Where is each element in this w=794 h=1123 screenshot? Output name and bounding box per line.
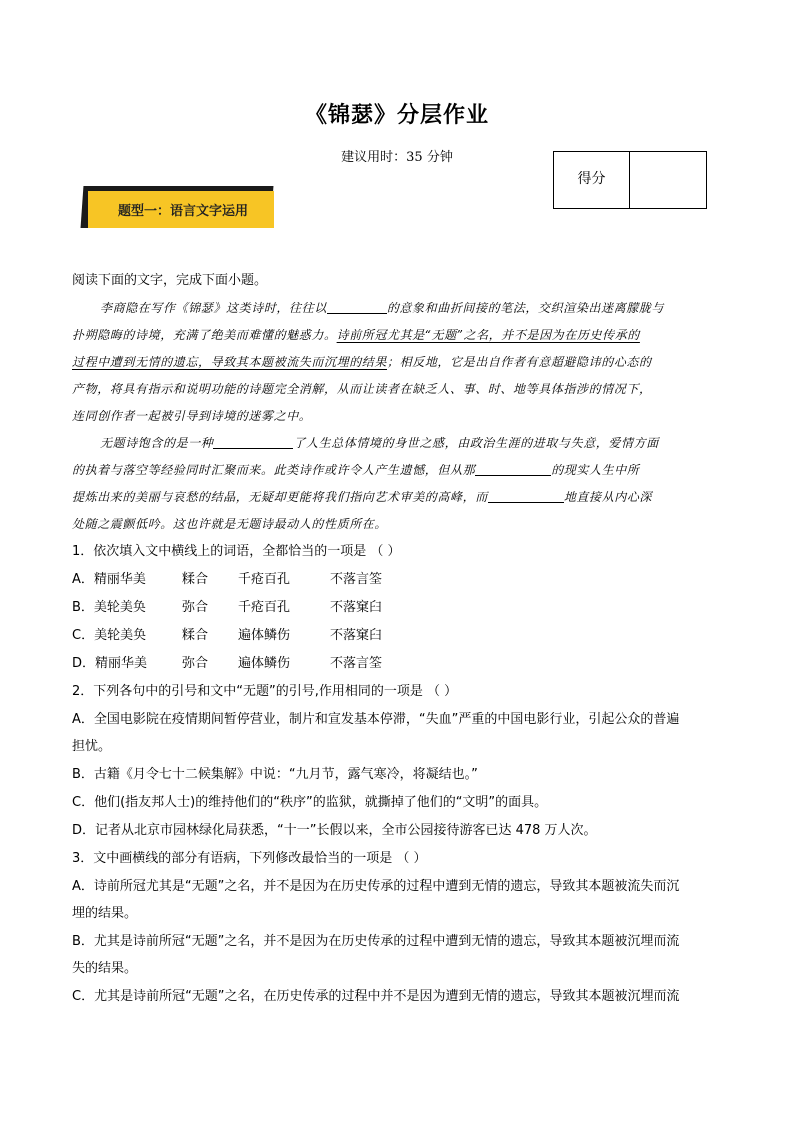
passage-line: [72, 353, 732, 371]
question-1-option-c[interactable]: [72, 627, 382, 645]
passage-line: [72, 461, 732, 479]
question-1-stem: 1．依次填入文中横线上的词语，全都恰当的一项是 （ ）: [72, 544, 401, 559]
passage-line: 连同创作者一起被引导到诗境的迷雾之中。: [72, 409, 312, 423]
passage-line: [72, 488, 732, 506]
fill-blank-2[interactable]: [213, 434, 293, 449]
passage-text: ；相反地，它是出自作者有意超避隐讳的心态的: [387, 355, 652, 369]
question-3-option-a-cont: 埋的结果。: [72, 906, 138, 921]
page-title: 《锦瑟》分层作业: [304, 103, 489, 128]
option-word: B．美轮美奂: [72, 600, 146, 615]
passage-line: [100, 299, 760, 317]
passage-text: 的现实人生中所: [551, 463, 640, 477]
option-word: 千疮百孔: [238, 572, 291, 587]
section-badge-label: 题型一：语言文字运用: [118, 204, 249, 219]
question-3-option-b[interactable]: B．尤其是诗前所冠“无题”之名，并不是因为在历史传承的过程中遭到无情的遗忘，导致其本题被沉埋而流: [72, 934, 680, 949]
question-2-option-d[interactable]: D．记者从北京市园林绿化局获悉，“十一”长假以来，全市公园接待游客已达 478 万人次。: [72, 823, 597, 838]
option-word: 糅合: [182, 628, 209, 643]
option-word: 不落言筌: [330, 656, 383, 671]
underlined-sentence: 诗前所冠尤其是“无题”之名，并不是因为在历史传承的: [336, 328, 640, 342]
question-1-option-b[interactable]: [72, 599, 382, 617]
option-word: 遍体鳞伤: [238, 656, 291, 671]
option-word: 不落窠臼: [330, 628, 383, 643]
passage-line: [100, 434, 760, 452]
passage-text: 地直接从内心深: [563, 490, 653, 504]
option-word: 弥合: [182, 656, 209, 671]
option-word: 不落窠臼: [330, 600, 383, 615]
score-label: 得分: [554, 152, 630, 208]
passage-text: 提炼出来的美丽与哀愁的结晶，无疑却更能将我们指向艺术审美的高峰，而: [72, 490, 488, 504]
fill-blank-4[interactable]: [488, 488, 564, 503]
passage-text: 李商隐在写作《锦瑟》这类诗时，往往以: [100, 301, 327, 315]
question-1-option-a[interactable]: [72, 571, 382, 589]
question-3-stem: 3．文中画横线的部分有语病，下列修改最恰当的一项是 （ ）: [72, 851, 427, 866]
passage-text: 扑朔隐晦的诗境，充满了绝美而难懂的魅惑力。: [72, 328, 337, 342]
question-2-option-a[interactable]: A．全国电影院在疫情期间暂停营业，制片和宣发基本停滞，“失血”严重的中国电影行业，引起公众的普遍: [72, 712, 680, 727]
score-box: [553, 151, 707, 209]
option-word: 糅合: [182, 572, 209, 587]
passage-text: 了人生总体情境的身世之感，由政治生涯的进取与失意，爱情方面: [293, 436, 659, 450]
passage-line: 产物，将具有指示和说明功能的诗题完全消解，从而让读者在缺乏人、事、时、地等具体指涉的情况下，: [72, 382, 652, 396]
underlined-sentence: 过程中遭到无情的遗忘，导致其本题被流失而沉埋的结果: [72, 355, 388, 369]
badge-face: [88, 191, 274, 228]
suggested-time: 建议用时：35 分钟: [341, 150, 453, 165]
question-2-stem: 2．下列各句中的引号和文中“无题”的引号,作用相同的一项是 （ ）: [72, 684, 458, 699]
question-3-option-c[interactable]: C．尤其是诗前所冠“无题”之名，在历史传承的过程中并不是因为遭到无情的遗忘，导致其本题被沉埋而流: [72, 989, 680, 1004]
question-2-option-c[interactable]: C．他们(指友邦人士)的维持他们的“秩序”的监狱，就撕掉了他们的“文明”的面具。: [72, 795, 548, 810]
passage-line: 处随之震颤低吟。这也许就是无题诗最动人的性质所在。: [72, 517, 388, 531]
question-1-option-d[interactable]: [72, 655, 382, 673]
option-word: 千疮百孔: [238, 600, 291, 615]
intro-text: 阅读下面的文字，完成下面小题。: [72, 273, 268, 288]
option-word: 遍体鳞伤: [238, 628, 291, 643]
passage-text: 的意象和曲折间接的笔法，交织渲染出迷离朦胧与: [386, 301, 665, 315]
fill-blank-3[interactable]: [475, 461, 551, 476]
option-word: A．精丽华美: [72, 572, 146, 587]
passage-text: 无题诗饱含的是一种: [100, 436, 214, 450]
option-word: 不落言筌: [330, 572, 383, 587]
option-word: D．精丽华美: [72, 656, 148, 671]
question-3-option-b-cont: 失的结果。: [72, 961, 138, 976]
question-2-option-a-cont: 担忧。: [72, 739, 112, 754]
option-word: C．美轮美奂: [72, 628, 147, 643]
score-value-field[interactable]: [630, 152, 706, 208]
fill-blank-1[interactable]: [327, 299, 387, 314]
question-3-option-a[interactable]: A．诗前所冠尤其是“无题”之名，并不是因为在历史传承的过程中遭到无情的遗忘，导致其本题被流失而沉: [72, 879, 680, 894]
section-badge: [82, 186, 272, 232]
passage-line: [72, 326, 732, 344]
passage-text: 的执着与落空等经验同时汇聚而来。此类诗作或许令人产生遗憾，但从那: [72, 463, 476, 477]
option-word: 弥合: [182, 600, 209, 615]
question-2-option-b[interactable]: B．古籍《月令七十二候集解》中说：“九月节，露气寒冷，将凝结也。”: [72, 767, 478, 782]
